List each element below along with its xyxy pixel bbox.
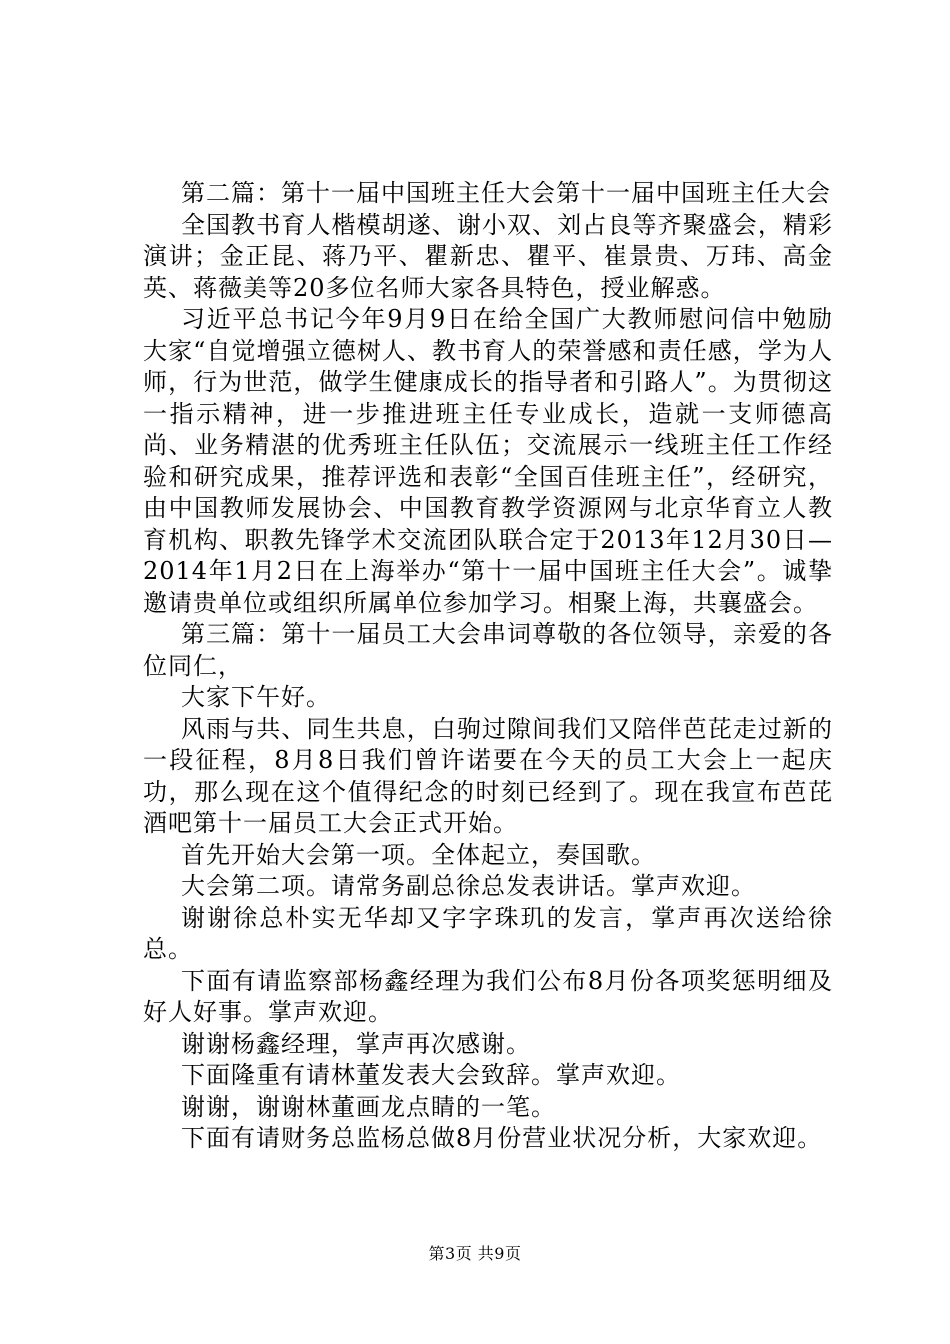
paragraph: 下面有请监察部杨鑫经理为我们公布8月份各项奖惩明细及好人好事。掌声欢迎。: [143, 966, 833, 1026]
paragraph: 大会第二项。请常务副总徐总发表讲话。掌声欢迎。: [181, 872, 756, 900]
paragraph-heading-part-two: 第二篇：第十一届中国班主任大会第十一届中国班主任大会: [181, 179, 831, 207]
paragraph: 首先开始大会第一项。全体起立，奏国歌。: [181, 840, 656, 869]
paragraph: 下面有请财务总监杨总做8月份营业状况分析，大家欢迎。: [181, 1124, 823, 1152]
document-body: [143, 178, 833, 1155]
page-number-footer: 第3页 共9页: [428, 1244, 522, 1263]
paragraph: 大家下午好。: [181, 683, 331, 711]
paragraph-heading-part-three: 第三篇：第十一届员工大会串词尊敬的各位领导，亲爱的各位同仁，: [143, 620, 833, 680]
paragraph: 习近平总书记今年9月9日在给全国广大教师慰问信中勉励大家“自觉增强立德树人、教书育人的荣誉感和责任感，学为人师，行为世范，做学生健康成长的指导者和引路人”。为贯彻这一指示精神，进一步推进班主任专业成长，造就一支师德高尚、业务精湛的优秀班主任队伍；交流展示一线班主任工作经验和研究成果，推荐评选和表彰“全国百佳班主任”，经研究，由中国教师发展协会、中国教育教学资源网与北京华育立人教育机构、职教先锋学术交流团队联合定于2013年12月30日—2014年1月2日在上海举办“第十一届中国班主任大会”。诚挚邀请贵单位或组织所属单位参加学习。相聚上海，共襄盛会。: [143, 305, 833, 617]
paragraph: 全国教书育人楷模胡遂、谢小双、刘占良等齐聚盛会，精彩演讲；金正昆、蒋乃平、瞿新忠、瞿平、崔景贵、万玮、高金英、蒋薇美等20多位名师大家各具特色，授业解惑。: [143, 210, 833, 302]
paragraph: 谢谢杨鑫经理，掌声再次感谢。: [181, 1029, 531, 1058]
paragraph: 风雨与共、同生共息，白驹过隙间我们又陪伴芭芘走过新的一段征程，8月8日我们曾许诺要在今天的员工大会上一起庆功，那么现在这个值得纪念的时刻已经到了。现在我宣布芭芘酒吧第十一届员工大会正式开始。: [143, 714, 833, 837]
paragraph: 谢谢，谢谢林董画龙点睛的一笔。: [181, 1092, 556, 1121]
paragraph: 谢谢徐总朴实无华却又字字珠玑的发言，掌声再次送给徐总。: [143, 903, 833, 963]
paragraph: 下面隆重有请林董发表大会致辞。掌声欢迎。: [181, 1061, 681, 1089]
